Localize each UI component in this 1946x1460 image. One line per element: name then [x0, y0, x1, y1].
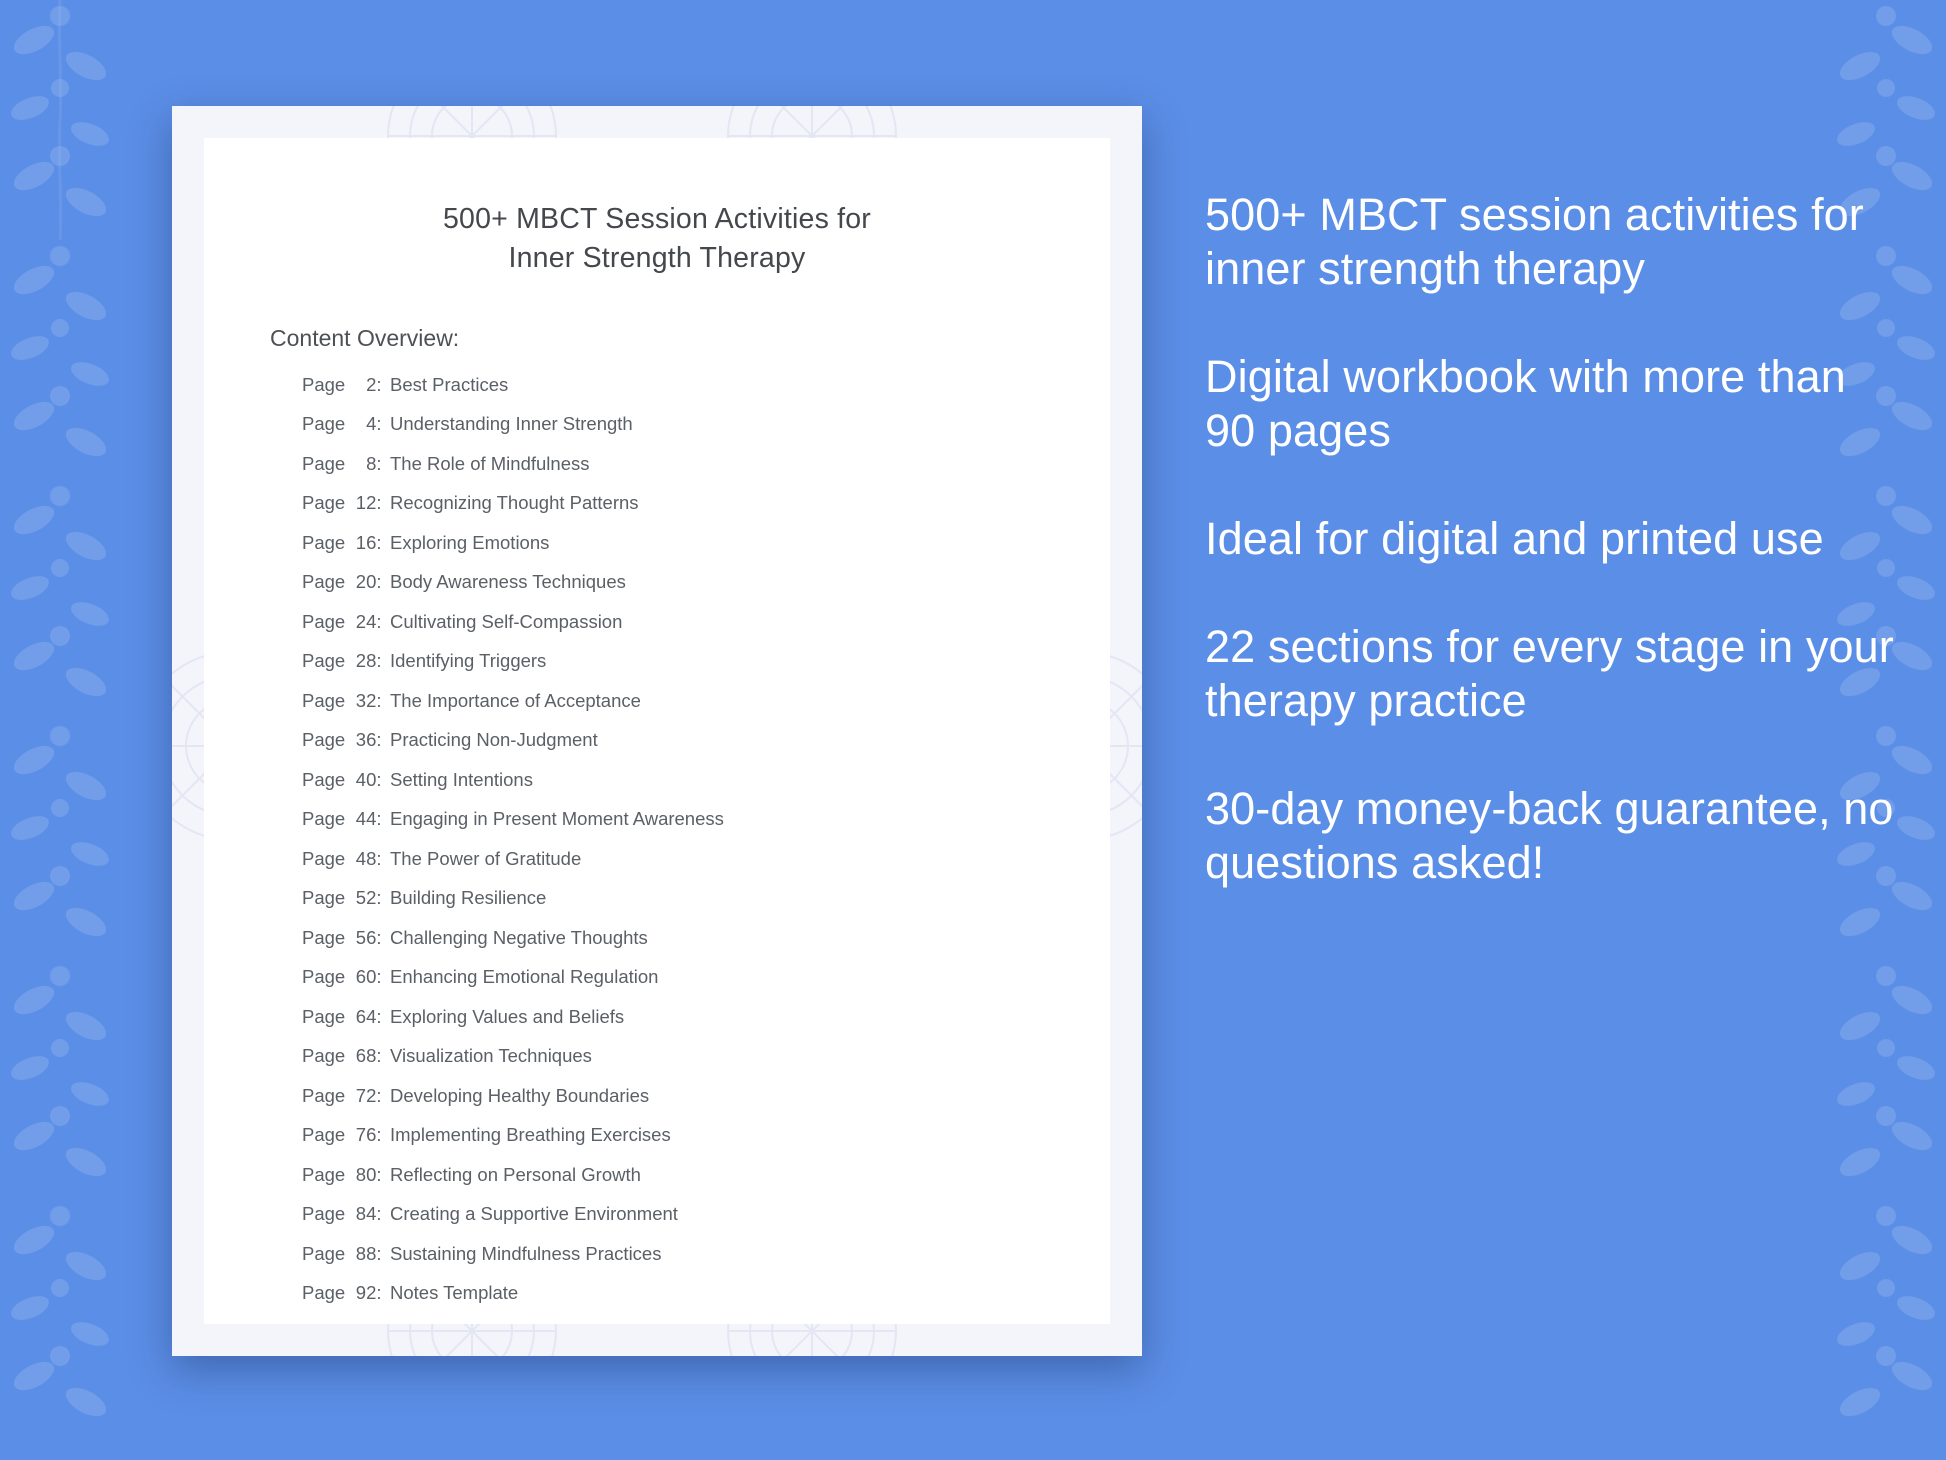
- toc-page-number: 52: [355, 887, 377, 909]
- toc-page-word: Page: [302, 571, 346, 593]
- toc-entry-title: Sustaining Mindfulness Practices: [390, 1242, 662, 1264]
- toc-entry-page: [302, 1045, 390, 1067]
- toc-entry-title: Building Resilience: [390, 887, 547, 909]
- toc-separator: :: [376, 926, 382, 948]
- toc-page-number: 28: [355, 650, 377, 672]
- document-title-line1: 500+ MBCT Session Activities for: [442, 203, 871, 235]
- toc-separator: :: [376, 1084, 382, 1106]
- toc-entry-page: [302, 1203, 390, 1225]
- toc-page-word: Page: [302, 1045, 346, 1067]
- toc-entry-page: [302, 927, 390, 949]
- toc-entry-title: Engaging in Present Moment Awareness: [390, 808, 724, 830]
- toc-entry: [204, 927, 1110, 967]
- toc-page-number: 16: [355, 531, 377, 553]
- toc-page-word: Page: [302, 1005, 346, 1027]
- document-preview: [172, 106, 1142, 1356]
- toc-page-number: 88: [355, 1242, 377, 1264]
- toc-page-number: 84: [355, 1203, 377, 1225]
- toc-separator: :: [376, 1242, 382, 1264]
- toc-page-word: Page: [302, 926, 346, 948]
- toc-page-number: 40: [355, 768, 377, 790]
- toc-separator: :: [376, 571, 382, 593]
- toc-page-number: 12: [355, 492, 377, 514]
- toc-separator: :: [376, 966, 382, 988]
- toc-entry: [204, 1243, 1110, 1283]
- toc-entry-page: [302, 729, 390, 751]
- toc-entry-page: [302, 1006, 390, 1028]
- toc-page-number: 2: [366, 373, 377, 395]
- toc-page-word: Page: [302, 610, 346, 632]
- toc-entry-title: Cultivating Self-Compassion: [390, 610, 623, 632]
- toc-separator: :: [376, 729, 382, 751]
- toc-entry-page: [302, 690, 390, 712]
- toc-separator: :: [376, 887, 382, 909]
- toc-separator: :: [376, 1124, 382, 1146]
- toc-entry-title: Reflecting on Personal Growth: [390, 1163, 641, 1185]
- toc-page-word: Page: [302, 1084, 346, 1106]
- toc-entry: [204, 1085, 1110, 1125]
- toc-page-word: Page: [302, 768, 346, 790]
- toc-entry: [204, 571, 1110, 611]
- toc-entry-title: Developing Healthy Boundaries: [390, 1084, 650, 1106]
- toc-page-word: Page: [302, 729, 346, 751]
- toc-page-word: Page: [302, 1242, 346, 1264]
- toc-page-number: 72: [355, 1084, 377, 1106]
- toc-entry-title: Practicing Non-Judgment: [390, 729, 598, 751]
- toc-page-word: Page: [302, 689, 346, 711]
- toc-page-word: Page: [302, 492, 346, 514]
- toc-entry: [204, 374, 1110, 414]
- toc-entry-title: Understanding Inner Strength: [390, 413, 633, 435]
- toc-entry-page: [302, 966, 390, 988]
- toc-entry-title: Setting Intentions: [390, 768, 533, 790]
- toc-entry: [204, 1006, 1110, 1046]
- toc-entry-title: Enhancing Emotional Regulation: [390, 966, 659, 988]
- toc-entry-page: [302, 413, 390, 435]
- toc-entry-title: Best Practices: [390, 373, 509, 395]
- toc-entry: [204, 966, 1110, 1006]
- toc-entry: [204, 413, 1110, 453]
- toc-entry-page: [302, 532, 390, 554]
- toc-entry: [204, 1164, 1110, 1204]
- page-mat: [172, 106, 1142, 1356]
- marketing-bullet: Ideal for digital and printed use: [1205, 513, 1824, 564]
- toc-page-number: 20: [355, 571, 377, 593]
- toc-page-word: Page: [302, 847, 346, 869]
- toc-page-number: 4: [366, 413, 377, 435]
- toc-page-number: 44: [355, 808, 377, 830]
- toc-entry-title: Creating a Supportive Environment: [390, 1203, 678, 1225]
- toc-entry-page: [302, 887, 390, 909]
- toc-entry: [204, 532, 1110, 572]
- toc-page-number: 8: [366, 452, 377, 474]
- toc-entry-title: Challenging Negative Thoughts: [390, 926, 648, 948]
- toc-entry-page: [302, 1243, 390, 1265]
- toc-entry-page: [302, 808, 390, 830]
- toc-page-word: Page: [302, 1282, 346, 1304]
- toc-entry: [204, 848, 1110, 888]
- toc-entry-title: The Role of Mindfulness: [390, 452, 590, 474]
- marketing-copy: [1205, 188, 1905, 890]
- toc-entry-page: [302, 492, 390, 514]
- toc-page-number: 32: [355, 689, 377, 711]
- toc-entry-title: Visualization Techniques: [390, 1045, 592, 1067]
- floral-border-left: [0, 0, 120, 1460]
- toc-page-number: 60: [355, 966, 377, 988]
- toc-separator: :: [376, 808, 382, 830]
- toc-page-word: Page: [302, 650, 346, 672]
- toc-entry: [204, 492, 1110, 532]
- toc-page-word: Page: [302, 1124, 346, 1146]
- toc-page-word: Page: [302, 531, 346, 553]
- marketing-bullet: 30-day money-back guarantee, no questions asked!: [1205, 783, 1894, 888]
- toc-entry-title: Recognizing Thought Patterns: [390, 492, 639, 514]
- toc-separator: :: [376, 650, 382, 672]
- toc-entry-title: Exploring Emotions: [390, 531, 550, 553]
- toc-entry: [204, 1045, 1110, 1085]
- toc-entry: [204, 808, 1110, 848]
- toc-entry-page: [302, 1282, 390, 1304]
- toc-page-word: Page: [302, 1163, 346, 1185]
- toc-page-word: Page: [302, 413, 346, 435]
- marketing-bullet: Digital workbook with more than 90 pages: [1205, 351, 1846, 456]
- toc-entry-page: [302, 650, 390, 672]
- toc-separator: :: [376, 531, 382, 553]
- toc-entry-title: Exploring Values and Beliefs: [390, 1005, 625, 1027]
- table-of-contents: [204, 352, 1110, 1322]
- toc-separator: :: [376, 413, 382, 435]
- toc-entry-title: Notes Template: [390, 1282, 519, 1304]
- document-title-line2: Inner Strength Therapy: [508, 242, 806, 275]
- toc-page-word: Page: [302, 1203, 346, 1225]
- toc-entry-title: Implementing Breathing Exercises: [390, 1124, 671, 1146]
- toc-entry: [204, 1282, 1110, 1322]
- toc-separator: :: [376, 1163, 382, 1185]
- toc-entry-title: The Importance of Acceptance: [390, 689, 641, 711]
- toc-entry-page: [302, 611, 390, 633]
- toc-entry-page: [302, 1124, 390, 1146]
- toc-page-number: 24: [355, 610, 377, 632]
- toc-entry: [204, 1203, 1110, 1243]
- toc-page-number: 68: [355, 1045, 377, 1067]
- toc-page-number: 56: [355, 926, 377, 948]
- toc-page-number: 48: [355, 847, 377, 869]
- toc-separator: :: [376, 1203, 382, 1225]
- toc-page-number: 64: [355, 1005, 377, 1027]
- toc-entry-page: [302, 769, 390, 791]
- toc-page-number: 76: [355, 1124, 377, 1146]
- toc-separator: :: [376, 1045, 382, 1067]
- toc-entry: [204, 650, 1110, 690]
- toc-entry-title: The Power of Gratitude: [390, 847, 582, 869]
- toc-entry: [204, 887, 1110, 927]
- toc-separator: :: [376, 610, 382, 632]
- toc-entry-page: [302, 848, 390, 870]
- toc-entry-page: [302, 571, 390, 593]
- toc-page-word: Page: [302, 452, 346, 474]
- toc-page-number: 80: [355, 1163, 377, 1185]
- toc-entry-page: [302, 1164, 390, 1186]
- toc-entry-page: [302, 374, 390, 396]
- toc-separator: :: [376, 1005, 382, 1027]
- toc-page-number: 92: [355, 1282, 377, 1304]
- toc-entry-title: Body Awareness Techniques: [390, 571, 626, 593]
- toc-separator: :: [376, 768, 382, 790]
- toc-entry-page: [302, 1085, 390, 1107]
- marketing-bullet: 500+ MBCT session activities for inner strength therapy: [1205, 189, 1864, 294]
- toc-separator: :: [376, 847, 382, 869]
- toc-page-number: 36: [355, 729, 377, 751]
- toc-separator: :: [376, 1282, 382, 1304]
- toc-entry: [204, 690, 1110, 730]
- toc-entry-page: [302, 453, 390, 475]
- toc-entry: [204, 769, 1110, 809]
- toc-separator: :: [376, 689, 382, 711]
- document-page: [204, 138, 1110, 1324]
- toc-page-word: Page: [302, 373, 346, 395]
- toc-entry: [204, 453, 1110, 493]
- toc-page-word: Page: [302, 966, 346, 988]
- document-title: [204, 138, 1110, 279]
- toc-entry: [204, 1124, 1110, 1164]
- toc-separator: :: [376, 373, 382, 395]
- toc-separator: :: [376, 452, 382, 474]
- toc-entry: [204, 611, 1110, 651]
- toc-entry: [204, 729, 1110, 769]
- toc-page-word: Page: [302, 808, 346, 830]
- toc-separator: :: [376, 492, 382, 514]
- toc-page-word: Page: [302, 887, 346, 909]
- marketing-bullet: 22 sections for every stage in your therapy practice: [1205, 621, 1894, 726]
- content-overview-label: Content Overview:: [270, 324, 460, 351]
- toc-entry-title: Identifying Triggers: [390, 650, 547, 672]
